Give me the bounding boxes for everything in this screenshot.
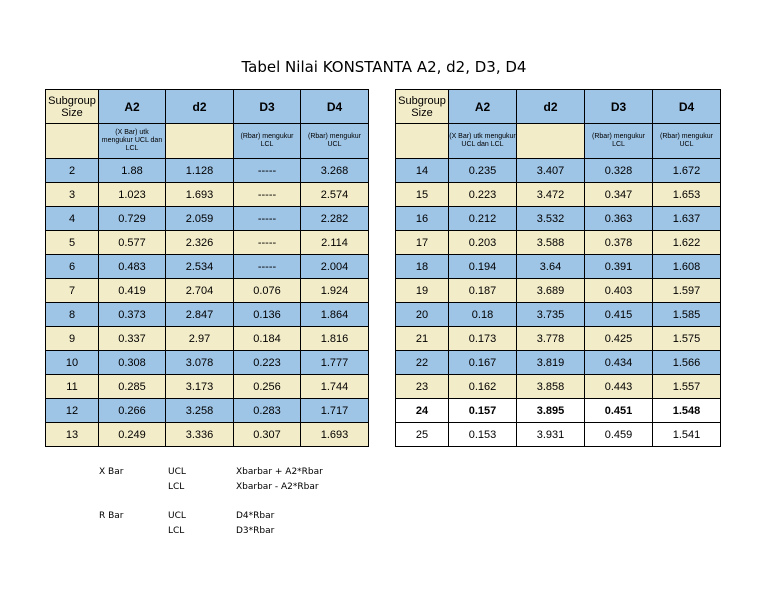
cell-d4: 3.268 [301,159,369,183]
cell-d3: 0.347 [585,183,653,207]
cell-d3: 0.403 [585,279,653,303]
table-row [396,375,721,399]
cell-d3: 0.136 [234,303,301,327]
cell-a2: 0.212 [449,207,517,231]
table-row [46,255,369,279]
header-a2: A2 [449,90,517,124]
cell-d3: ----- [234,255,301,279]
cell-d2: 3.532 [517,207,585,231]
cell-subgroup-size: 13 [46,423,99,447]
cell-subgroup-size: 22 [396,351,449,375]
page-title: Tabel Nilai KONSTANTA A2, d2, D3, D4 [241,58,527,76]
table-row [396,231,721,255]
desc-a2: (X Bar) utk mengukur UCL dan LCL [99,124,166,159]
cell-a2: 0.235 [449,159,517,183]
cell-subgroup-size: 23 [396,375,449,399]
cell-subgroup-size: 15 [396,183,449,207]
header-a2: A2 [99,90,166,124]
cell-d3: ----- [234,207,301,231]
cell-d2: 3.895 [517,399,585,423]
cell-d3: 0.378 [585,231,653,255]
cell-d3: 0.184 [234,327,301,351]
cell-d2: 3.858 [517,375,585,399]
rbar-lcl-label: LCL [168,526,185,536]
cell-subgroup-size: 20 [396,303,449,327]
cell-a2: 0.223 [449,183,517,207]
cell-d2: 3.407 [517,159,585,183]
cell-a2: 0.194 [449,255,517,279]
cell-subgroup-size: 25 [396,423,449,447]
cell-a2: 0.249 [99,423,166,447]
cell-d2: 2.534 [166,255,234,279]
cell-d4: 1.597 [653,279,721,303]
cell-a2: 0.337 [99,327,166,351]
table-row [396,255,721,279]
cell-subgroup-size: 5 [46,231,99,255]
cell-d4: 1.575 [653,327,721,351]
cell-subgroup-size: 21 [396,327,449,351]
cell-subgroup-size: 14 [396,159,449,183]
table-row [46,159,369,183]
cell-d3: 0.451 [585,399,653,423]
cell-subgroup-size: 17 [396,231,449,255]
cell-a2: 0.187 [449,279,517,303]
cell-d3: 0.443 [585,375,653,399]
cell-d3: 0.076 [234,279,301,303]
cell-d2: 3.64 [517,255,585,279]
cell-subgroup-size: 9 [46,327,99,351]
cell-d2: 3.336 [166,423,234,447]
cell-d2: 3.258 [166,399,234,423]
table-row [396,183,721,207]
description-row [396,124,721,159]
cell-a2: 0.173 [449,327,517,351]
cell-d4: 2.574 [301,183,369,207]
cell-d3: 0.223 [234,351,301,375]
table-row [46,399,369,423]
cell-d4: 1.744 [301,375,369,399]
cell-a2: 0.153 [449,423,517,447]
rbar-label: R Bar [99,511,124,521]
cell-d4: 1.717 [301,399,369,423]
cell-d3: ----- [234,159,301,183]
cell-subgroup-size: 4 [46,207,99,231]
cell-a2: 0.285 [99,375,166,399]
desc-d3: (Rbar) mengukur LCL [234,124,301,159]
table-row [396,303,721,327]
xbar-ucl-formula: Xbarbar + A2*Rbar [236,467,323,477]
table-row [396,351,721,375]
cell-d4: 1.777 [301,351,369,375]
table-row [46,423,369,447]
cell-d3: 0.425 [585,327,653,351]
cell-d2: 3.778 [517,327,585,351]
cell-d3: ----- [234,231,301,255]
desc-d4: (Rbar) mengukur UCL [301,124,369,159]
cell-a2: 0.18 [449,303,517,327]
header-subgroup-size: Subgroup Size [46,90,99,124]
cell-d2: 3.689 [517,279,585,303]
cell-a2: 0.203 [449,231,517,255]
cell-a2: 0.157 [449,399,517,423]
cell-subgroup-size: 11 [46,375,99,399]
cell-a2: 0.373 [99,303,166,327]
cell-a2: 0.266 [99,399,166,423]
cell-a2: 0.162 [449,375,517,399]
cell-d4: 1.653 [653,183,721,207]
desc-subgroup [396,124,449,159]
desc-d4: (Rbar) mengukur UCL [653,124,721,159]
cell-d2: 2.97 [166,327,234,351]
table-row [46,231,369,255]
cell-d4: 1.693 [301,423,369,447]
cell-a2: 0.577 [99,231,166,255]
cell-d2: 2.326 [166,231,234,255]
cell-subgroup-size: 19 [396,279,449,303]
desc-d2 [517,124,585,159]
table-row [396,327,721,351]
rbar-ucl-formula: D4*Rbar [236,511,275,521]
table-row [46,351,369,375]
cell-d3: 0.283 [234,399,301,423]
cell-subgroup-size: 10 [46,351,99,375]
cell-d3: 0.434 [585,351,653,375]
xbar-ucl-label: UCL [168,467,186,477]
cell-d2: 1.693 [166,183,234,207]
rbar-lcl-formula: D3*Rbar [236,526,275,536]
cell-a2: 1.88 [99,159,166,183]
desc-a2: (X Bar) utk mengukur UCL dan LCL [449,124,517,159]
header-row [396,90,721,124]
cell-d2: 1.128 [166,159,234,183]
cell-d3: 0.256 [234,375,301,399]
cell-d2: 3.931 [517,423,585,447]
cell-d4: 2.114 [301,231,369,255]
constants-table-left [45,89,369,447]
table-row [46,375,369,399]
header-d2: d2 [517,90,585,124]
cell-d3: ----- [234,183,301,207]
cell-d3: 0.459 [585,423,653,447]
cell-subgroup-size: 7 [46,279,99,303]
constants-table-right [395,89,721,447]
cell-d4: 1.672 [653,159,721,183]
cell-a2: 0.483 [99,255,166,279]
table-row [46,279,369,303]
table-row [396,399,721,423]
table-row [46,183,369,207]
cell-d2: 3.078 [166,351,234,375]
cell-d3: 0.328 [585,159,653,183]
cell-d4: 1.622 [653,231,721,255]
cell-subgroup-size: 12 [46,399,99,423]
header-d4: D4 [653,90,721,124]
header-d3: D3 [585,90,653,124]
description-row [46,124,369,159]
cell-subgroup-size: 6 [46,255,99,279]
cell-d4: 1.864 [301,303,369,327]
cell-subgroup-size: 2 [46,159,99,183]
table-row [46,207,369,231]
header-d4: D4 [301,90,369,124]
desc-subgroup [46,124,99,159]
right-table-body [396,159,721,447]
cell-d2: 3.173 [166,375,234,399]
cell-d4: 1.816 [301,327,369,351]
cell-subgroup-size: 8 [46,303,99,327]
cell-d4: 1.585 [653,303,721,327]
cell-d3: 0.307 [234,423,301,447]
cell-a2: 0.419 [99,279,166,303]
cell-d4: 1.924 [301,279,369,303]
header-row [46,90,369,124]
cell-subgroup-size: 3 [46,183,99,207]
header-subgroup-size: Subgroup Size [396,90,449,124]
cell-d3: 0.391 [585,255,653,279]
desc-d3: (Rbar) mengukur LCL [585,124,653,159]
header-d3: D3 [234,90,301,124]
cell-d3: 0.363 [585,207,653,231]
cell-a2: 1.023 [99,183,166,207]
cell-a2: 0.729 [99,207,166,231]
desc-d2 [166,124,234,159]
cell-d4: 1.608 [653,255,721,279]
cell-d2: 2.059 [166,207,234,231]
cell-d4: 1.566 [653,351,721,375]
cell-d4: 1.557 [653,375,721,399]
xbar-lcl-formula: Xbarbar - A2*Rbar [236,482,319,492]
table-row [46,327,369,351]
table-row [396,207,721,231]
cell-d2: 3.472 [517,183,585,207]
rbar-ucl-label: UCL [168,511,186,521]
cell-d3: 0.415 [585,303,653,327]
cell-d2: 3.735 [517,303,585,327]
table-row [46,303,369,327]
cell-d4: 2.004 [301,255,369,279]
header-d2: d2 [166,90,234,124]
cell-d4: 2.282 [301,207,369,231]
table-row [396,279,721,303]
table-row [396,423,721,447]
cell-subgroup-size: 24 [396,399,449,423]
cell-a2: 0.308 [99,351,166,375]
cell-a2: 0.167 [449,351,517,375]
cell-d2: 3.819 [517,351,585,375]
cell-d4: 1.548 [653,399,721,423]
xbar-lcl-label: LCL [168,482,185,492]
cell-subgroup-size: 18 [396,255,449,279]
left-table-body [46,159,369,447]
xbar-label: X Bar [99,467,124,477]
cell-d4: 1.541 [653,423,721,447]
cell-subgroup-size: 16 [396,207,449,231]
table-row [396,159,721,183]
cell-d2: 3.588 [517,231,585,255]
cell-d4: 1.637 [653,207,721,231]
cell-d2: 2.704 [166,279,234,303]
cell-d2: 2.847 [166,303,234,327]
